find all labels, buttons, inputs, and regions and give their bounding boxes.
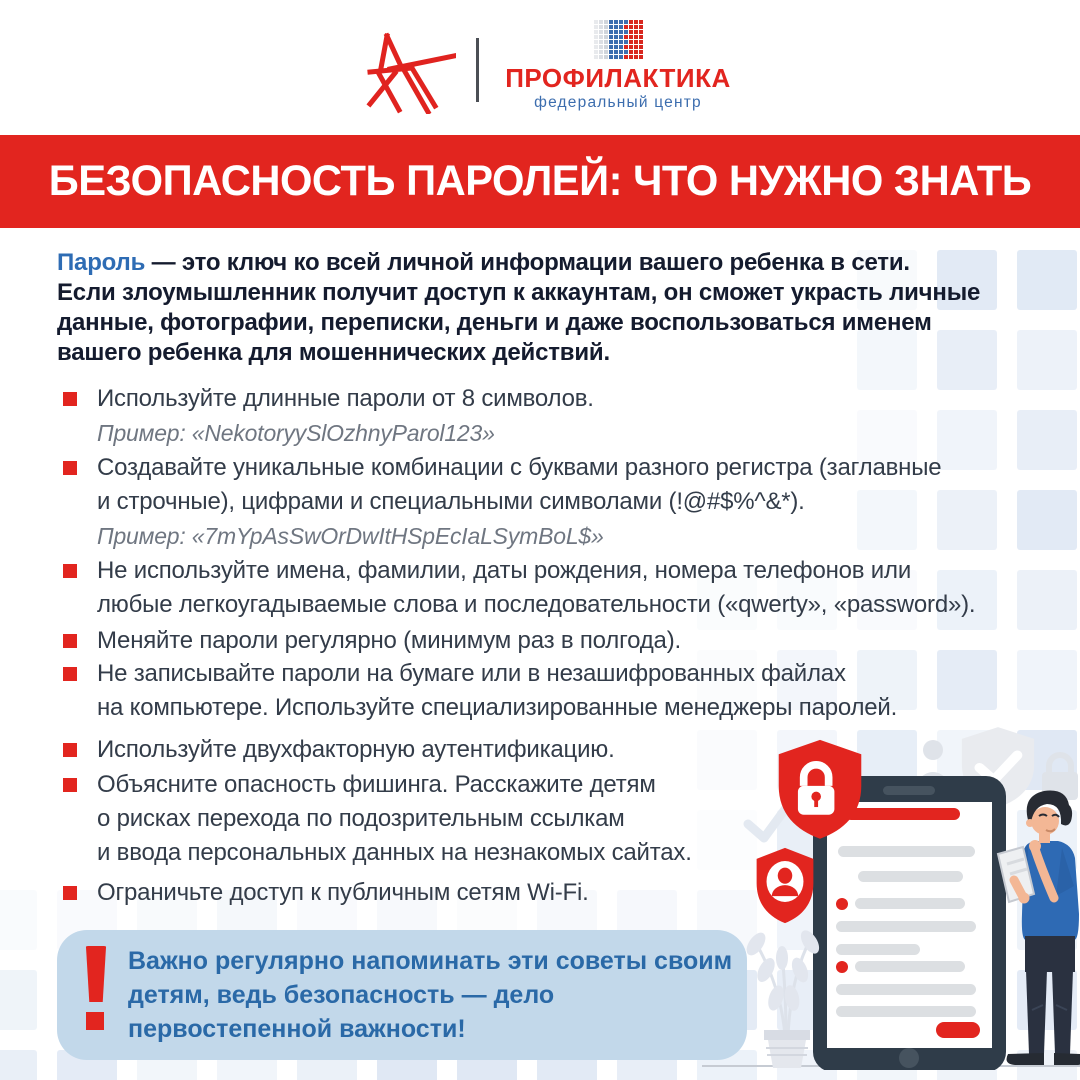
tip-line: Используйте двухфакторную аутентификацию.	[97, 736, 615, 763]
logo-grid-cell	[604, 30, 608, 34]
logo-grid-cell	[614, 45, 618, 49]
bullet-square-icon	[63, 634, 77, 648]
title-banner	[0, 135, 1080, 228]
tip-item	[63, 768, 692, 870]
logo-grid-cell	[619, 40, 623, 44]
logo-grid-cell	[634, 50, 638, 54]
logo-grid-cell	[604, 20, 608, 24]
tip-item	[63, 876, 589, 910]
bullet-square-icon	[63, 392, 77, 406]
logo-grid-cell	[609, 20, 613, 24]
brand-subtitle: федеральный центр	[534, 94, 702, 111]
logo-grid-cell	[619, 25, 623, 29]
logo-grid-cell	[624, 45, 628, 49]
logo-grid-cell	[619, 35, 623, 39]
logo-grid-cell	[619, 20, 623, 24]
logo-grid-cell	[594, 40, 598, 44]
logo-grid-cell	[609, 45, 613, 49]
tip-line: о рисках перехода по подозрительным ссылкам	[97, 805, 625, 832]
man-pants	[1025, 936, 1075, 1054]
logo-grid-cell	[599, 45, 603, 49]
logo-grid-cell	[609, 25, 613, 29]
exclamation-dot-icon	[86, 1012, 104, 1030]
tip-item	[63, 624, 681, 658]
logo-grid-cell	[624, 40, 628, 44]
tip-line: Не записывайте пароли на бумаге или в незашифрованных файлах	[97, 660, 846, 687]
bullet-square-icon	[63, 886, 77, 900]
logo-grid-cell	[629, 30, 633, 34]
mosaic-square	[0, 970, 37, 1030]
logo-grid-cell	[624, 30, 628, 34]
mosaic-square	[1017, 330, 1077, 390]
intro-lead: Пароль	[57, 249, 146, 276]
tip-line: Объясните опасность фишинга. Расскажите детям	[97, 771, 656, 798]
mosaic-square	[1017, 570, 1077, 630]
tip-line: на компьютере. Используйте специализированные менеджеры паролей.	[97, 694, 898, 721]
logo-grid-cell	[604, 55, 608, 59]
logo-grid-cell	[604, 45, 608, 49]
logo-grid-cell	[609, 30, 613, 34]
tip-line: Создавайте уникальные комбинации с буквами разного регистра (заглавные	[97, 454, 942, 481]
tip-line: Используйте длинные пароли от 8 символов.	[97, 385, 594, 412]
man-thinking-illustration	[998, 791, 1080, 1065]
logo-divider	[476, 38, 479, 102]
logo-grid-cell	[604, 35, 608, 39]
callout-box	[57, 930, 747, 1060]
intro-line-text: — это ключ ко всей личной информации вашего ребенка в сети.	[145, 249, 910, 276]
brand-name: ПРОФИЛАКТИКА	[505, 63, 731, 93]
logo-grid-cell	[639, 45, 643, 49]
logo-grid-cell	[609, 40, 613, 44]
mosaic-square	[1017, 490, 1077, 550]
logo-grid-cell	[599, 30, 603, 34]
tip-line: и ввода персональных данных на незнакомых сайтах.	[97, 839, 692, 866]
logo-grid-cell	[624, 35, 628, 39]
logo-grid-cell	[609, 50, 613, 54]
logo-grid-cell	[599, 20, 603, 24]
logo-grid-cell	[609, 35, 613, 39]
bullet-square-icon	[63, 778, 77, 792]
logo-grid-cell	[619, 50, 623, 54]
logo-grid-cell	[634, 45, 638, 49]
logo-grid-cell	[614, 25, 618, 29]
logo-grid-cell	[634, 25, 638, 29]
logo-grid-cell	[614, 40, 618, 44]
intro-line: данные, фотографии, переписки, деньги и даже воспользоваться именем	[57, 309, 932, 336]
logo-grid-cell	[594, 50, 598, 54]
callout-line: детям, ведь безопасность — дело	[128, 981, 555, 1009]
logo-grid-cell	[624, 55, 628, 59]
exclamation-icon	[84, 946, 108, 1002]
logo-grid-cell	[634, 35, 638, 39]
mosaic-square	[937, 490, 997, 550]
logo-grid-cell	[614, 30, 618, 34]
intro-line	[57, 248, 980, 278]
tip-item	[63, 733, 615, 767]
logo-grid-cell	[629, 55, 633, 59]
mosaic-square	[937, 650, 997, 710]
logo-grid-cell	[624, 25, 628, 29]
mosaic-logo-icon	[594, 20, 643, 59]
logo-grid-cell	[594, 45, 598, 49]
logo-grid-cell	[599, 40, 603, 44]
logo-grid-cell	[629, 40, 633, 44]
tip-line: и строчные), цифрами и специальными символами (!@#$%^&*).	[97, 488, 805, 515]
logo-grid-cell	[629, 45, 633, 49]
bullet-square-icon	[63, 667, 77, 681]
logo-grid-cell	[614, 55, 618, 59]
logo-grid-cell	[639, 50, 643, 54]
logo-grid-cell	[604, 50, 608, 54]
logo-grid-cell	[634, 40, 638, 44]
logo-grid-cell	[609, 55, 613, 59]
logo-grid-cell	[604, 40, 608, 44]
page-title: БЕЗОПАСНОСТЬ ПАРОЛЕЙ: ЧТО НУЖНО ЗНАТЬ	[48, 157, 1032, 205]
logo-grid-cell	[639, 30, 643, 34]
intro-paragraph	[57, 248, 980, 368]
logo-grid-cell	[614, 20, 618, 24]
logo-grid-cell	[594, 25, 598, 29]
logo-grid-cell	[624, 20, 628, 24]
man-shoe-right	[1054, 1053, 1080, 1065]
logo-grid-cell	[619, 45, 623, 49]
logo-grid-cell	[599, 25, 603, 29]
logo-grid-cell	[639, 35, 643, 39]
logo-grid-cell	[634, 20, 638, 24]
mosaic-square	[1017, 410, 1077, 470]
tip-item	[63, 382, 594, 450]
man-head	[1031, 807, 1059, 835]
logo-grid-cell	[639, 20, 643, 24]
mosaic-square	[1017, 650, 1077, 710]
chair-logo-icon	[362, 32, 456, 114]
tip-example: Пример: «7mYpAsSwOrDwItHSpEcIaLSymBoL$»	[97, 523, 604, 549]
tip-line: Ограничьте доступ к публичным сетям Wi-Fi.	[97, 879, 589, 906]
logo-grid-cell	[594, 35, 598, 39]
logo-grid-cell	[634, 30, 638, 34]
brand-block	[498, 20, 738, 113]
logo-grid-cell	[634, 55, 638, 59]
logo-grid-cell	[624, 50, 628, 54]
mosaic-square	[0, 890, 37, 950]
logo-grid-cell	[604, 25, 608, 29]
logo-grid-cell	[639, 25, 643, 29]
callout-line: первостепенной важности!	[128, 1015, 466, 1043]
shield-person-icon	[757, 848, 814, 923]
bullet-square-icon	[63, 461, 77, 475]
logo-grid-cell	[599, 35, 603, 39]
tip-line: Не используйте имена, фамилии, даты рождения, номера телефонов или	[97, 557, 912, 584]
bullet-square-icon	[63, 743, 77, 757]
callout-line: Важно регулярно напоминать эти советы своим	[128, 947, 733, 975]
logo-grid-cell	[594, 30, 598, 34]
logo-grid-cell	[629, 50, 633, 54]
tip-line: Меняйте пароли регулярно (минимум раз в полгода).	[97, 627, 681, 654]
tip-line: любые легкоугадываемые слова и последовательности («qwerty», «password»).	[97, 591, 976, 618]
tip-example: Пример: «NekotoryySlOzhnyParol123»	[97, 420, 495, 446]
logo-grid-cell	[594, 20, 598, 24]
security-illustration	[690, 708, 1080, 1070]
header	[0, 0, 1080, 135]
logo-grid-cell	[594, 55, 598, 59]
logo-grid-cell	[639, 55, 643, 59]
logo-grid-cell	[629, 25, 633, 29]
logo-grid-cell	[629, 20, 633, 24]
intro-line: Если злоумышленник получит доступ к аккаунтам, он сможет украсть личные	[57, 279, 981, 306]
logo-grid-cell	[639, 40, 643, 44]
bullet-square-icon	[63, 564, 77, 578]
callout-text	[128, 944, 732, 1046]
logo-grid-cell	[614, 50, 618, 54]
tip-item	[63, 451, 941, 553]
intro-line: вашего ребенка для мошеннических действий.	[57, 339, 610, 366]
mosaic-square	[1017, 250, 1077, 310]
mosaic-square	[937, 410, 997, 470]
logo-grid-cell	[614, 35, 618, 39]
logo-grid-cell	[619, 30, 623, 34]
logo-grid-cell	[619, 55, 623, 59]
logo-grid-cell	[629, 35, 633, 39]
plant-pot-icon	[743, 927, 823, 1068]
logo-grid-cell	[599, 55, 603, 59]
mosaic-square	[0, 1050, 37, 1080]
check-icon	[748, 808, 786, 838]
tip-item	[63, 554, 975, 622]
logo-grid-cell	[599, 50, 603, 54]
man-shoe-left	[1007, 1053, 1044, 1065]
